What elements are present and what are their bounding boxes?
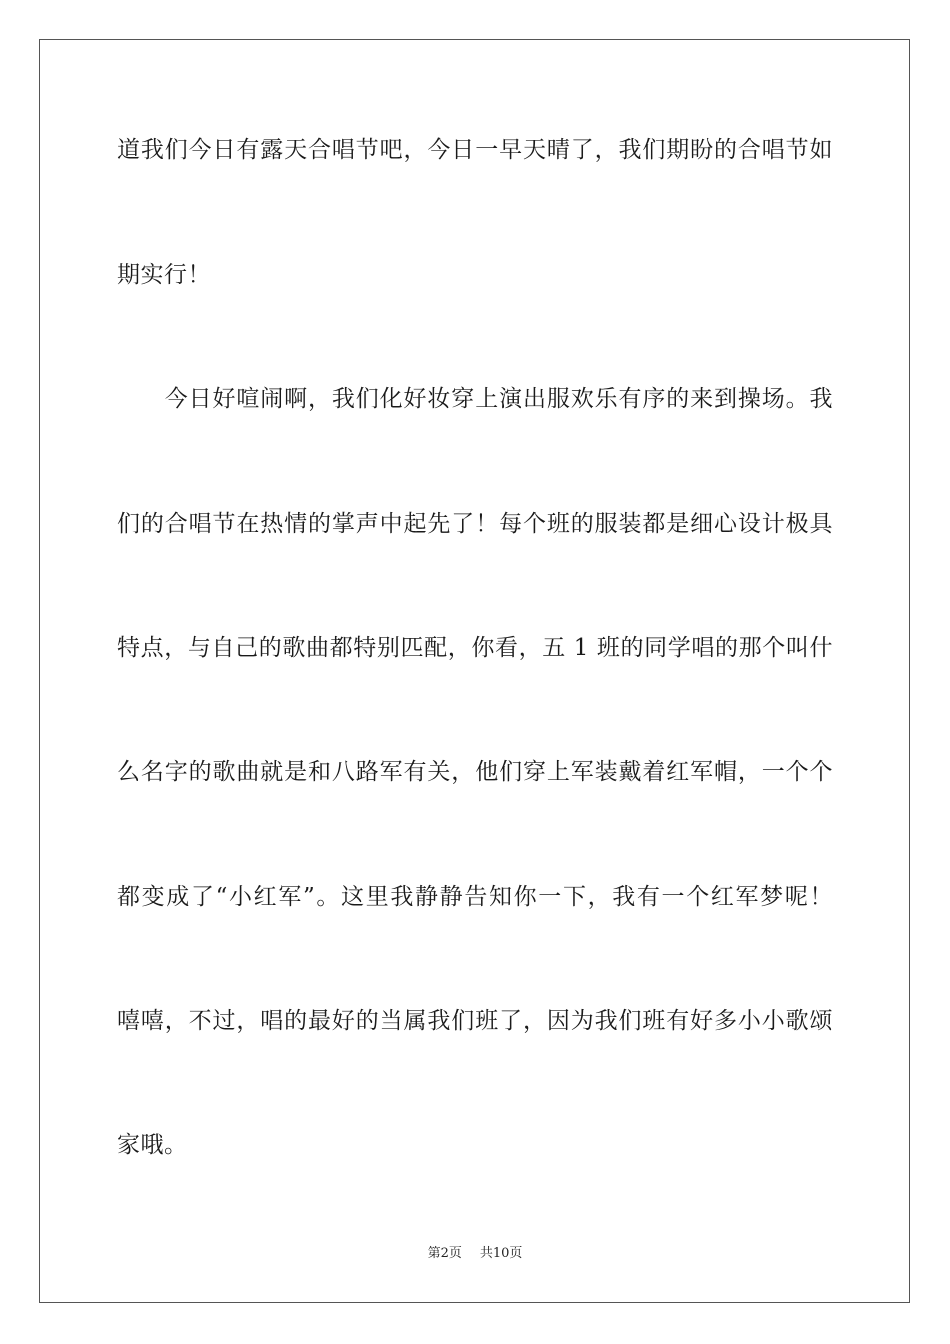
text-line-4: 们的合唱节在热情的掌声中起先了！每个班的服装都是细心设计极具: [117, 511, 833, 537]
page-border: [39, 39, 910, 1303]
text-line-8: 嘻嘻，不过，唱的最好的当属我们班了，因为我们班有好多小小歌颂: [117, 1008, 833, 1034]
text-line-1: 道我们今日有露天合唱节吧，今日一早天晴了，我们期盼的合唱节如: [117, 137, 833, 163]
total-pages: 共10页: [479, 1246, 523, 1261]
text-line-7: 都变成了“小红军”。这里我静静告知你一下，我有一个红军梦呢！: [117, 884, 833, 910]
page-footer: [0, 1245, 950, 1263]
page-number: 第2页: [427, 1246, 462, 1261]
text-line-2: 期实行！: [117, 262, 211, 288]
text-line-5: 特点，与自己的歌曲都特别匹配，你看，五 1 班的同学唱的那个叫什: [117, 635, 833, 661]
text-line-9: 家哦。: [117, 1132, 188, 1158]
text-line-6: 么名字的歌曲就是和八路军有关，他们穿上军装戴着红军帽，一个个: [117, 759, 833, 785]
text-line-3: 今日好喧闹啊，我们化好妆穿上演出服欢乐有序的来到操场。我: [117, 386, 833, 412]
